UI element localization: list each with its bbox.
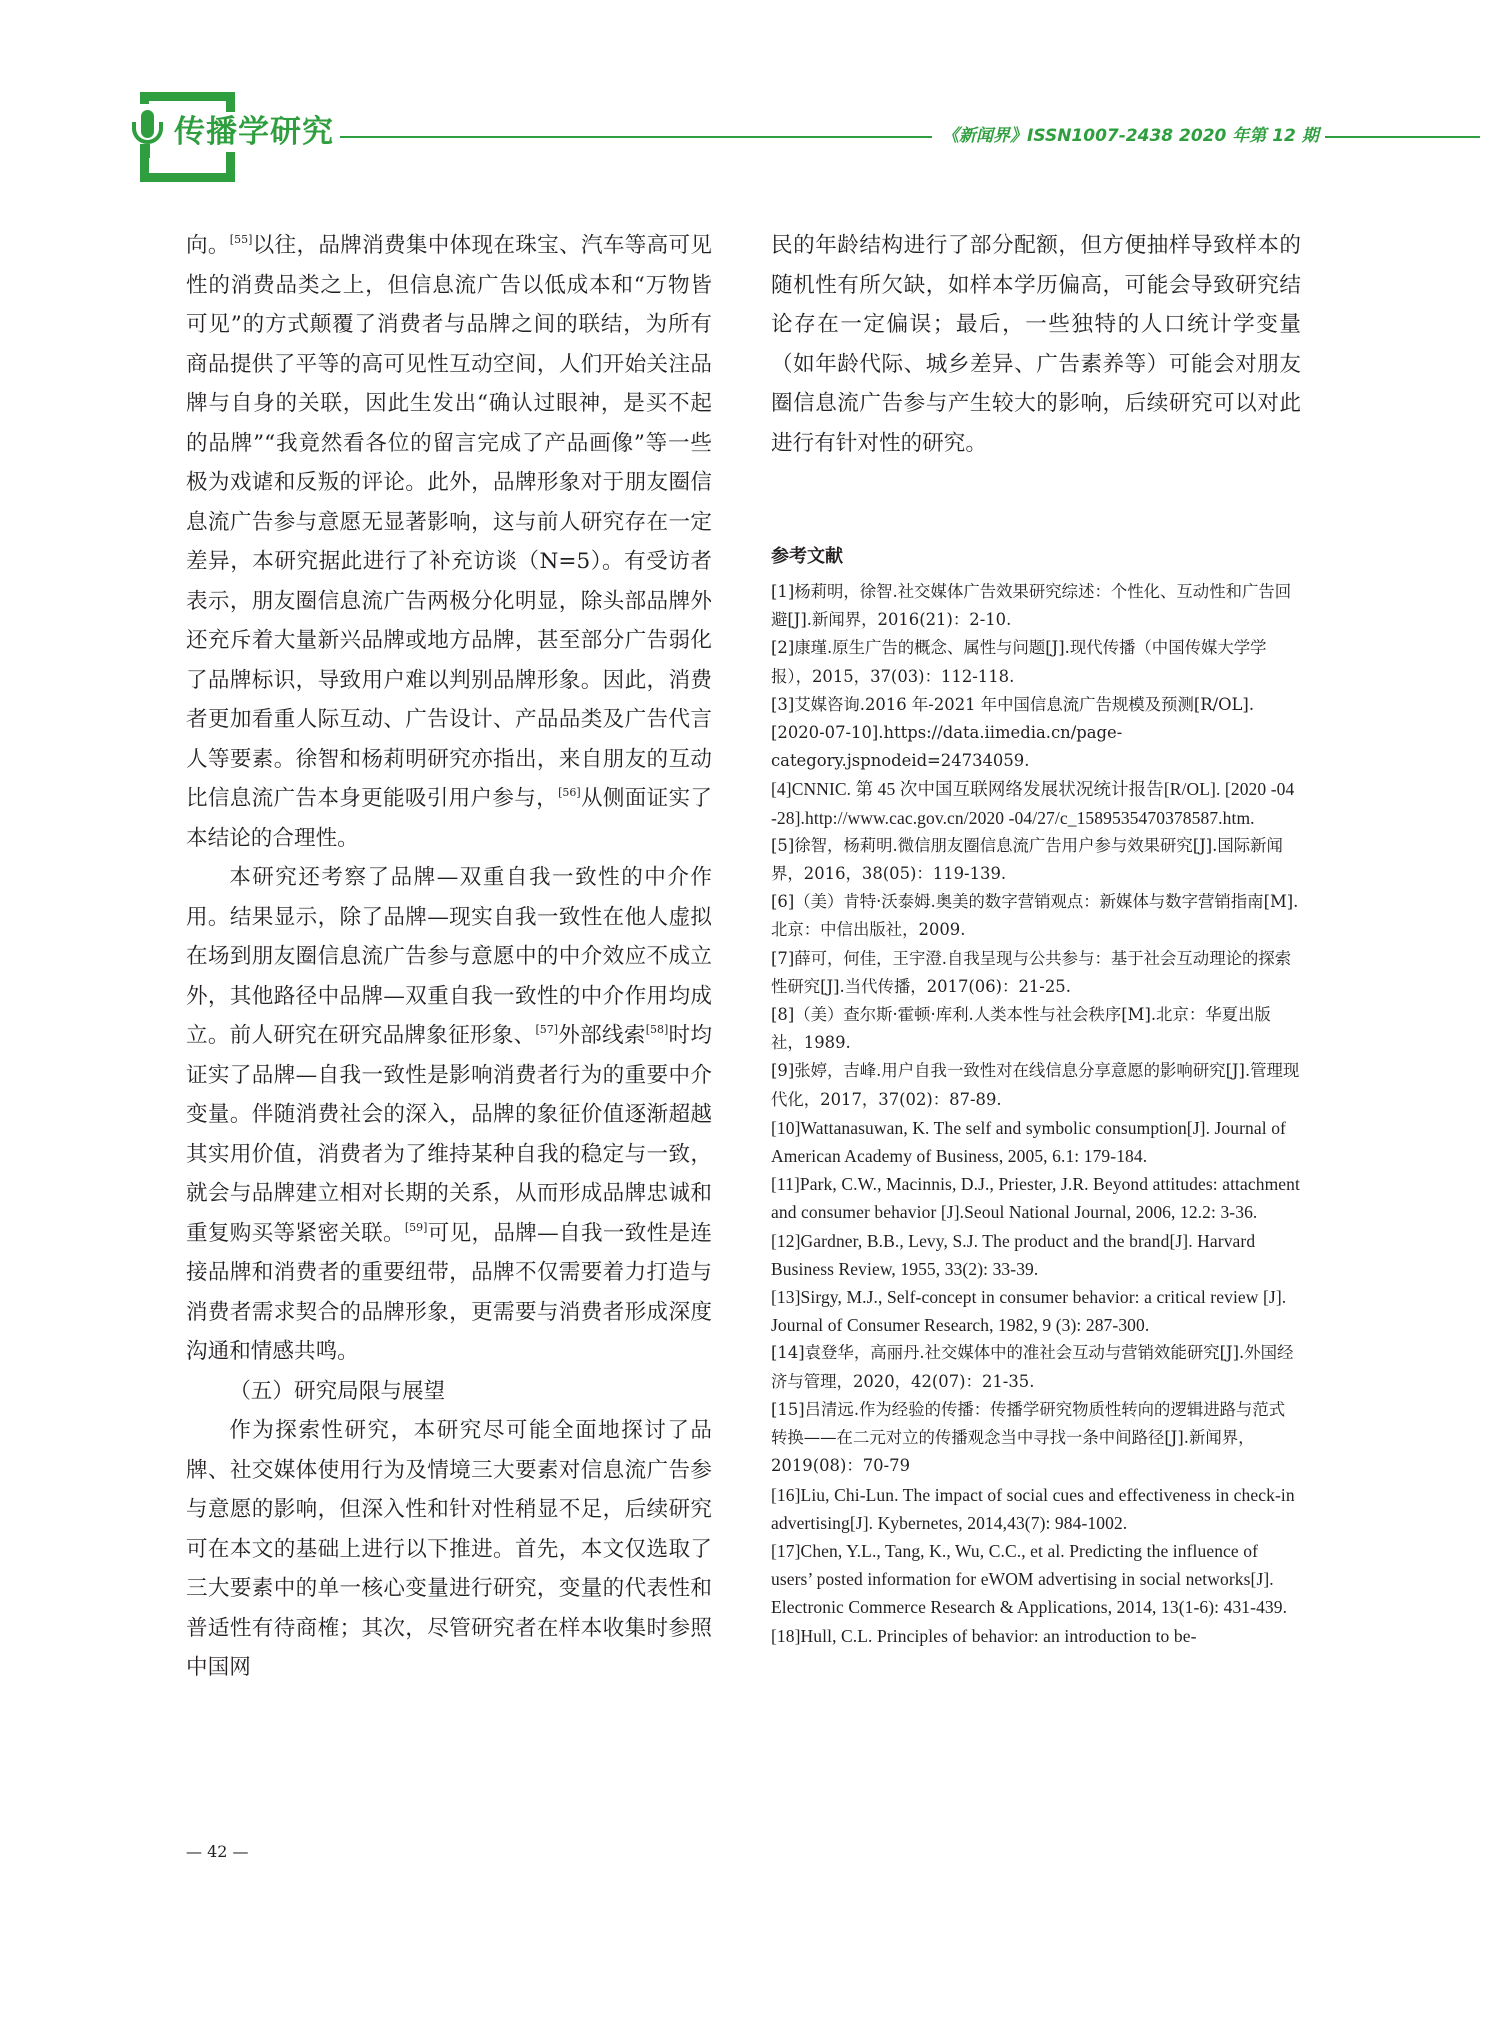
reference-item: [7]薛可，何佳，王宇澄.自我呈现与公共参与：基于社会互动理论的探索性研究[J].当代传播，2017(06)：21-25. xyxy=(771,948,1292,996)
reference-item: [10]Wattanasuwan, K. The self and symbolic consumption[J]. Journal of American Academy of Business, 2005, 6.1: 179-184. xyxy=(771,1117,1286,1167)
body-paragraph: 作为探索性研究，本研究尽可能全面地探讨了品牌、社交媒体使用行为及情境三大要素对信息流广告参与意愿的影响，但深入性和针对性稍显不足，后续研究可在本文的基础上进行以下推进。首先，本文仅选取了三大要素中的单一核心变量进行研究，变量的代表性和普适性有待商榷；其次，尽管研究者在样本收集时参照中国网 xyxy=(186,1418,712,1680)
journal-info: 《新闻界》ISSN1007-2438 2020 年第 12 期 xyxy=(942,126,1319,146)
reference-item: [9]张婷，吉峰.用户自我一致性对在线信息分享意愿的影响研究[J].管理现代化，2017，37(02)：87-89. xyxy=(771,1061,1300,1109)
body-paragraph: 向。[55]以往，品牌消费集中体现在珠宝、汽车等高可见性的消费品类之上，但信息流广告以低成本和“万物皆可见”的方式颠覆了消费者与品牌之间的联结，为所有商品提供了平等的高可见性互动空间，人们开始关注品牌与自身的关联，因此生发出“确认过眼神，是买不起的品牌”“我竟然看各位的留言完成了产品画像”等一些极为戏谑和反叛的评论。此外，品牌形象对于朋友圈信息流广告参与意愿无显著影响，这与前人研究存在一定差异，本研究据此进行了补充访谈（N=5）。有受访者表示，朋友圈信息流广告两极分化明显，除头部品牌外还充斥着大量新兴品牌或地方品牌，甚至部分广告弱化了品牌标识，导致用户难以判别品牌形象。因此，消费者更加看重人际互动、广告设计、产品品类及广告代言人等要素。徐智和杨莉明研究亦指出，来自朋友的互动比信息流广告本身更能吸引用户参与，[56]从侧面证实了本结论的合理性。 xyxy=(186,233,712,851)
section-title: 传播学研究 xyxy=(174,112,338,152)
left-column xyxy=(186,226,712,1688)
reference-item: [8]（美）查尔斯·霍顿·库利.人类本性与社会秩序[M].北京：华夏出版社，1989. xyxy=(771,1005,1271,1053)
reference-item: [16]Liu, Chi-Lun. The impact of social cues and effectiveness in check-in advertising[J]. Kybernetes, 2014,43(7): 984-1002. xyxy=(771,1484,1295,1533)
reference-item: [4]CNNIC. 第 45 次中国互联网络发展状况统计报告[R/OL]. [2020 -04 -28].http://www.cac.gov.cn/2020 -04/27/c_1589535470378587.htm. xyxy=(771,779,1295,828)
subsection-heading: （五）研究局限与展望 xyxy=(229,1378,446,1404)
header-rule-right xyxy=(1325,136,1480,138)
header-rule-left xyxy=(340,136,932,138)
reference-item: [6]（美）肯特·沃泰姆.奥美的数字营销观点：新媒体与数字营销指南[M].北京：中信出版社，2009. xyxy=(771,892,1299,940)
page-number: — 42 — xyxy=(186,1842,249,1861)
reference-item: [3]艾媒咨询.2016 年-2021 年中国信息流广告规模及预测[R/OL]. [2020-07-10].https://data.iimedia.cn/page-category.jspnodeid=24734059. xyxy=(771,694,1255,771)
reference-item: [2]康瑾.原生广告的概念、属性与问题[J].现代传播（中国传媒大学学报），2015，37(03)：112-118. xyxy=(771,638,1267,686)
reference-item: [1]杨莉明，徐智.社交媒体广告效果研究综述：个性化、互动性和广告回避[J].新闻界，2016(21)：2-10. xyxy=(771,582,1292,630)
reference-item: [17]Chen, Y.L., Tang, K., Wu, C.C., et al. Predicting the influence of users’ posted information for eWOM advertising in social networks[J]. Electronic Commerce Research & Applications, 2014, 13(1-6): 431-439. xyxy=(771,1540,1288,1618)
body-paragraph: 本研究还考察了品牌—双重自我一致性的中介作用。结果显示，除了品牌—现实自我一致性在他人虚拟在场到朋友圈信息流广告参与意愿中的中介效应不成立外，其他路径中品牌—双重自我一致性的中介作用均成立。前人研究在研究品牌象征形象、[57]外部线索[58]时均证实了品牌—自我一致性是影响消费者行为的重要中介变量。伴随消费社会的深入，品牌的象征价值逐渐超越其实用价值，消费者为了维持某种自我的稳定与一致，就会与品牌建立相对长期的关系，从而形成品牌忠诚和重复购买等紧密关联。[59]可见，品牌—自我一致性是连接品牌和消费者的重要纽带，品牌不仅需要着力打造与消费者需求契合的品牌形象，更需要与消费者形成深度沟通和情感共鸣。 xyxy=(186,865,712,1364)
references-heading: 参考文献 xyxy=(771,546,843,567)
body-paragraph: 民的年龄结构进行了部分配额，但方便抽样导致样本的随机性有所欠缺，如样本学历偏高，可能会导致研究结论存在一定偏误；最后，一些独特的人口统计学变量（如年龄代际、城乡差异、广告素养等）可能会对朋友圈信息流广告参与产生较大的影响，后续研究可以对此进行有针对性的研究。 xyxy=(771,233,1301,456)
reference-item: [14]袁登华，高丽丹.社交媒体中的准社会互动与营销效能研究[J].外国经济与管理，2020，42(07)：21-35. xyxy=(771,1343,1294,1391)
right-column xyxy=(771,226,1301,463)
references-list xyxy=(771,578,1301,1650)
reference-item: [18]Hull, C.L. Principles of behavior: an introduction to be- xyxy=(771,1625,1197,1646)
reference-item: [15]吕清远.作为经验的传播：传播学研究物质性转向的逻辑进路与范式转换——在二元对立的传播观念当中寻找一条中间路径[J].新闻界，2019(08)：70-79 xyxy=(771,1399,1286,1476)
reference-item: [11]Park, C.W., Macinnis, D.J., Priester, J.R. Beyond attitudes: attachment and consumer behavior [J].Seoul National Journal, 2006, 12.2: 3-36. xyxy=(771,1174,1300,1223)
reference-item: [5]徐智，杨莉明.微信朋友圈信息流广告用户参与效果研究[J].国际新闻界，2016，38(05)：119-139. xyxy=(771,835,1283,884)
reference-item: [12]Gardner, B.B., Levy, S.J. The product and the brand[J]. Harvard Business Review, 1955, 33(2): 33-39. xyxy=(771,1230,1256,1279)
reference-item: [13]Sirgy, M.J., Self-concept in consumer behavior: a critical review [J]. Journal of Consumer Research, 1982, 9 (3): 287-300. xyxy=(771,1287,1287,1336)
